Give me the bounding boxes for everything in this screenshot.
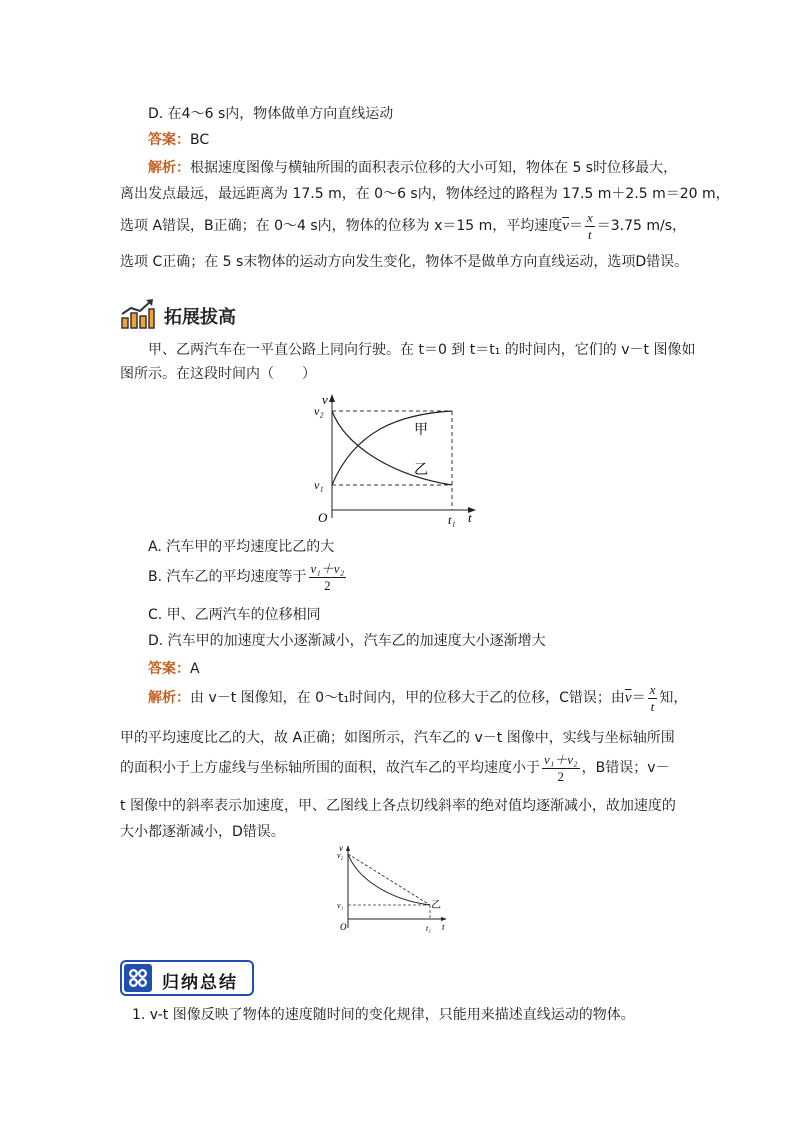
v-axis-label-2: v (339, 843, 343, 853)
answer-line-1 (148, 130, 674, 150)
analysis2-line-5: 大小都逐渐减小，D错误。 (120, 824, 285, 840)
avg-velocity-symbol-2: $\overline{v}$ (624, 690, 632, 706)
option-a: A. 汽车甲的平均速度比乙的大 (148, 539, 335, 555)
curve-jia-label: 甲 (414, 422, 428, 438)
clover-icon (124, 964, 152, 992)
fraction-numerator: x (586, 209, 593, 225)
option-d-line: D. 在4～6 s内，物体做单方向直线运动 (148, 106, 394, 122)
option-b-denominator: 2 (324, 577, 331, 593)
analysis2-fraction (542, 752, 580, 785)
analysis2-text-3a: 的面积小于上方虚线与坐标轴所围的面积，故汽车乙的平均速度小于 (120, 760, 540, 776)
chart-growth-icon (120, 298, 156, 330)
analysis-label-2: 解析： (148, 690, 190, 706)
analysis-text-3a: 选项 A错误，B正确；在 0～4 s内，物体的位移为 x＝15 m，平均速度 (120, 218, 563, 234)
t-axis-label-2: t (442, 922, 445, 932)
analysis-text-1: 根据速度图像与横轴所围的面积表示位移的大小可知，物体在 5 s时位移最大， (190, 160, 678, 176)
option-d: D. 汽车甲的加速度大小逐渐减小，汽车乙的加速度大小逐渐增大 (148, 633, 546, 649)
vt-graph-1 (300, 390, 490, 530)
option-b-fraction (309, 561, 347, 594)
t1-label-2: t₁ (426, 924, 432, 933)
analysis2-numerator: v₁＋v₂ (544, 751, 578, 767)
t-axis-label: t (468, 510, 472, 525)
analysis2-denominator: 2 (557, 768, 565, 784)
analysis2-text-1a: 由 v－t 图像知，在 0～t₁时间内，甲的位移大于乙的位移，C错误；由 (190, 690, 625, 706)
analysis2-text-3b: ，B错误；v－ (581, 760, 670, 776)
curve-yi (332, 411, 452, 485)
answer-label-2: 答案： (148, 661, 190, 677)
answer-line-2 (148, 659, 674, 679)
fraction-numerator-2: x (649, 681, 656, 697)
analysis2-line-1 (148, 680, 688, 716)
question-stem-line-1: 甲、乙两汽车在一平直公路上同向行驶。在 t＝0 到 t＝t₁ 的时间内，它们的 v－t 图像如 (148, 342, 696, 358)
question-stem-line-2: 图所示。在这段时间内（ ） (120, 366, 316, 382)
analysis-line-3 (120, 208, 687, 244)
analysis2-line-3 (120, 748, 674, 788)
summary-header-box (120, 960, 254, 996)
origin-label: O (318, 510, 328, 525)
answer-value-2: A (190, 661, 200, 677)
curve-yi-label: 乙 (414, 462, 428, 478)
curve-jia (332, 411, 452, 485)
analysis-line-2: 离出发点最远，最远距离为 17.5 m，在 0～6 s内，物体经过的路程为 17.5 m＋2.5 m＝20 m， (120, 186, 730, 202)
fraction-x-over-t-2 (648, 682, 658, 715)
v1-label-2: v₁ (337, 901, 344, 910)
equals-sign: ＝ (568, 218, 583, 234)
summary-item-1: 1. v-t 图像反映了物体的速度随时间的变化规律，只能用来描述直线运动的物体。 (132, 1007, 635, 1023)
v-axis-label: v (322, 392, 328, 407)
option-b-numerator: v₁＋v₂ (310, 560, 345, 576)
vt-graph-2 (336, 842, 456, 934)
chord-dashed-line (348, 854, 430, 905)
v1-label: v₁ (314, 478, 324, 492)
v2-label-2: v₂ (337, 851, 344, 860)
analysis-line-1 (148, 158, 678, 178)
fraction-x-over-t (585, 210, 595, 243)
answer-label: 答案： (148, 132, 190, 148)
answer-value: BC (190, 132, 210, 148)
t1-label: t₁ (448, 513, 456, 527)
fraction-denominator: t (588, 226, 592, 242)
avg-velocity-symbol: $\overline{v}$ (562, 218, 569, 234)
origin-label-2: O (340, 922, 347, 932)
option-c: C. 甲、乙两汽车的位移相同 (148, 607, 321, 623)
analysis-line-4: 选项 C正确；在 5 s末物体的运动方向发生变化，物体不是做单方向直线运动，选项D错误。 (120, 254, 689, 270)
option-b-text: B. 汽车乙的平均速度等于 (148, 569, 307, 585)
section-title-summary: 归纳总结 (162, 973, 238, 993)
equals-sign-2: ＝ (631, 690, 646, 706)
option-b (148, 558, 674, 596)
analysis2-line-2: 甲的平均速度比乙的大，故 A正确；如图所示，汽车乙的 v－t 图像中，实线与坐标轴所围 (120, 730, 675, 746)
fraction-denominator-2: t (650, 698, 655, 714)
analysis-text-3b: ＝3.75 m/s， (596, 218, 687, 234)
curve-yi-label-2: 乙 (431, 900, 441, 911)
analysis2-text-1b: 知， (659, 690, 688, 706)
analysis2-line-4: t 图像中的斜率表示加速度，甲、乙图线上各点切线斜率的绝对值均逐渐减小，故加速度的 (120, 798, 676, 814)
v2-label: v₂ (314, 404, 324, 418)
section-title-expand: 拓展拔高 (164, 307, 236, 328)
analysis-label: 解析： (148, 160, 190, 176)
